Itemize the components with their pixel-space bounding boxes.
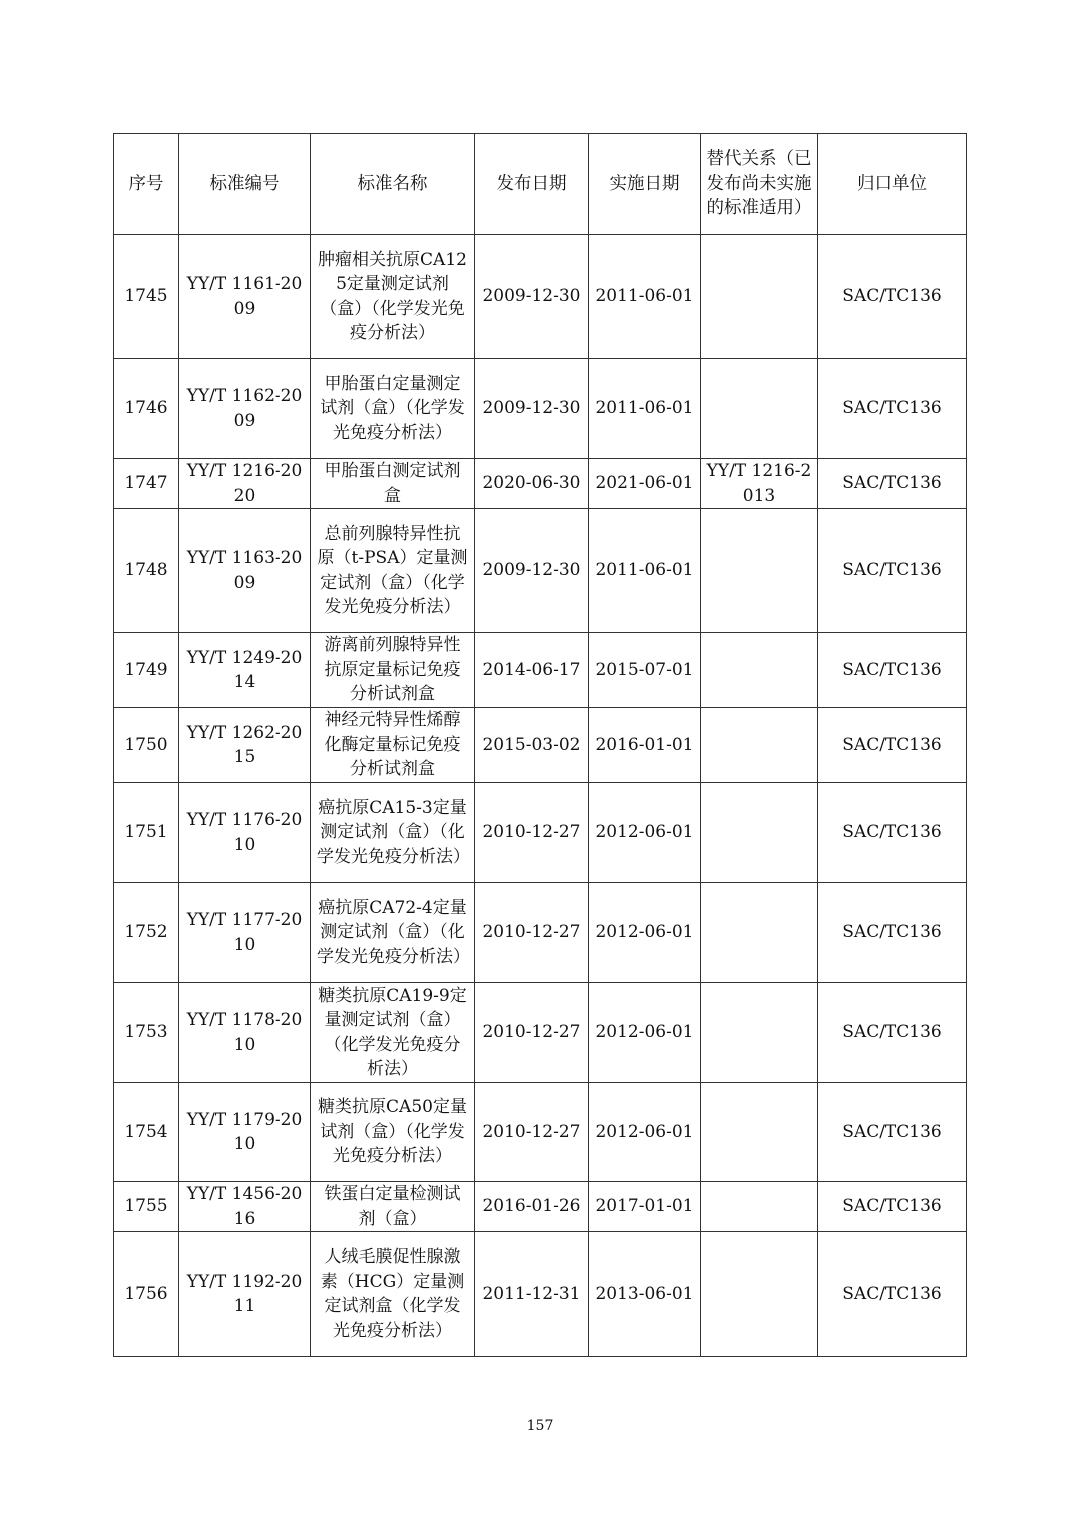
cell-implement-date: 2013-06-01 xyxy=(589,1232,701,1357)
cell-seq: 1750 xyxy=(114,708,179,783)
cell-seq: 1753 xyxy=(114,983,179,1083)
cell-code: YY/T 1162-2009 xyxy=(179,359,311,459)
cell-unit: SAC/TC136 xyxy=(818,708,967,783)
cell-publish-date: 2009-12-30 xyxy=(475,509,589,633)
table-row xyxy=(114,708,967,783)
cell-replace xyxy=(701,359,818,459)
cell-seq: 1749 xyxy=(114,633,179,708)
header-code: 标准编号 xyxy=(179,134,311,235)
cell-name: 神经元特异性烯醇化酶定量标记免疫分析试剂盒 xyxy=(311,708,475,783)
cell-implement-date: 2016-01-01 xyxy=(589,708,701,783)
header-publish-date: 发布日期 xyxy=(475,134,589,235)
cell-code: YY/T 1176-2010 xyxy=(179,783,311,883)
header-implement-date: 实施日期 xyxy=(589,134,701,235)
cell-seq: 1751 xyxy=(114,783,179,883)
cell-replace: YY/T 1216-2013 xyxy=(701,459,818,509)
cell-seq: 1746 xyxy=(114,359,179,459)
cell-name: 肿瘤相关抗原CA125定量测定试剂（盒）（化学发光免疫分析法） xyxy=(311,235,475,359)
cell-unit: SAC/TC136 xyxy=(818,459,967,509)
cell-seq: 1755 xyxy=(114,1182,179,1232)
cell-unit: SAC/TC136 xyxy=(818,1083,967,1182)
cell-publish-date: 2020-06-30 xyxy=(475,459,589,509)
cell-implement-date: 2021-06-01 xyxy=(589,459,701,509)
cell-code: YY/T 1177-2010 xyxy=(179,883,311,983)
header-seq: 序号 xyxy=(114,134,179,235)
table-row xyxy=(114,633,967,708)
cell-name: 游离前列腺特异性抗原定量标记免疫分析试剂盒 xyxy=(311,633,475,708)
cell-implement-date: 2012-06-01 xyxy=(589,783,701,883)
cell-seq: 1748 xyxy=(114,509,179,633)
cell-name: 癌抗原CA15-3定量测定试剂（盒）（化学发光免疫分析法） xyxy=(311,783,475,883)
table-row xyxy=(114,509,967,633)
cell-replace xyxy=(701,509,818,633)
cell-unit: SAC/TC136 xyxy=(818,1182,967,1232)
cell-replace xyxy=(701,708,818,783)
cell-unit: SAC/TC136 xyxy=(818,883,967,983)
cell-publish-date: 2014-06-17 xyxy=(475,633,589,708)
cell-replace xyxy=(701,1182,818,1232)
cell-seq: 1752 xyxy=(114,883,179,983)
cell-unit: SAC/TC136 xyxy=(818,509,967,633)
cell-unit: SAC/TC136 xyxy=(818,1232,967,1357)
cell-implement-date: 2012-06-01 xyxy=(589,883,701,983)
table-row xyxy=(114,1232,967,1357)
cell-unit: SAC/TC136 xyxy=(818,983,967,1083)
cell-name: 癌抗原CA72-4定量测定试剂（盒）（化学发光免疫分析法） xyxy=(311,883,475,983)
cell-code: YY/T 1262-2015 xyxy=(179,708,311,783)
cell-implement-date: 2011-06-01 xyxy=(589,509,701,633)
header-replace: 替代关系（已发布尚未实施的标准适用） xyxy=(701,134,818,235)
cell-name: 甲胎蛋白定量测定试剂（盒）（化学发光免疫分析法） xyxy=(311,359,475,459)
table-header xyxy=(114,134,967,235)
header-name: 标准名称 xyxy=(311,134,475,235)
cell-code: YY/T 1179-2010 xyxy=(179,1083,311,1182)
page-number: 157 xyxy=(526,1418,554,1434)
cell-publish-date: 2010-12-27 xyxy=(475,783,589,883)
cell-publish-date: 2010-12-27 xyxy=(475,1083,589,1182)
cell-publish-date: 2016-01-26 xyxy=(475,1182,589,1232)
cell-name: 甲胎蛋白测定试剂盒 xyxy=(311,459,475,509)
cell-publish-date: 2010-12-27 xyxy=(475,883,589,983)
cell-implement-date: 2011-06-01 xyxy=(589,359,701,459)
table-row xyxy=(114,783,967,883)
cell-seq: 1756 xyxy=(114,1232,179,1357)
cell-name: 铁蛋白定量检测试剂（盒） xyxy=(311,1182,475,1232)
cell-seq: 1754 xyxy=(114,1083,179,1182)
table-row xyxy=(114,459,967,509)
cell-code: YY/T 1163-2009 xyxy=(179,509,311,633)
cell-replace xyxy=(701,633,818,708)
cell-replace xyxy=(701,1232,818,1357)
cell-unit: SAC/TC136 xyxy=(818,359,967,459)
cell-implement-date: 2017-01-01 xyxy=(589,1182,701,1232)
standards-table xyxy=(113,133,967,1357)
cell-name: 人绒毛膜促性腺激素（HCG）定量测定试剂盒（化学发光免疫分析法） xyxy=(311,1232,475,1357)
cell-name: 糖类抗原CA19-9定量测定试剂（盒）（化学发光免疫分析法） xyxy=(311,983,475,1083)
cell-publish-date: 2010-12-27 xyxy=(475,983,589,1083)
cell-implement-date: 2011-06-01 xyxy=(589,235,701,359)
cell-unit: SAC/TC136 xyxy=(818,235,967,359)
cell-publish-date: 2015-03-02 xyxy=(475,708,589,783)
header-unit: 归口单位 xyxy=(818,134,967,235)
cell-unit: SAC/TC136 xyxy=(818,633,967,708)
cell-code: YY/T 1249-2014 xyxy=(179,633,311,708)
cell-name: 糖类抗原CA50定量试剂（盒）（化学发光免疫分析法） xyxy=(311,1083,475,1182)
cell-seq: 1747 xyxy=(114,459,179,509)
cell-seq: 1745 xyxy=(114,235,179,359)
table-row xyxy=(114,1083,967,1182)
table-body xyxy=(114,235,967,1357)
cell-code: YY/T 1216-2020 xyxy=(179,459,311,509)
cell-code: YY/T 1192-2011 xyxy=(179,1232,311,1357)
cell-replace xyxy=(701,983,818,1083)
cell-name: 总前列腺特异性抗原（t-PSA）定量测定试剂（盒）（化学发光免疫分析法） xyxy=(311,509,475,633)
table-row xyxy=(114,983,967,1083)
cell-replace xyxy=(701,1083,818,1182)
cell-implement-date: 2015-07-01 xyxy=(589,633,701,708)
cell-publish-date: 2009-12-30 xyxy=(475,359,589,459)
cell-code: YY/T 1178-2010 xyxy=(179,983,311,1083)
table-row xyxy=(114,883,967,983)
cell-publish-date: 2009-12-30 xyxy=(475,235,589,359)
cell-implement-date: 2012-06-01 xyxy=(589,1083,701,1182)
cell-replace xyxy=(701,883,818,983)
table-row xyxy=(114,1182,967,1232)
cell-implement-date: 2012-06-01 xyxy=(589,983,701,1083)
header-row xyxy=(114,134,967,235)
cell-code: YY/T 1456-2016 xyxy=(179,1182,311,1232)
cell-publish-date: 2011-12-31 xyxy=(475,1232,589,1357)
cell-replace xyxy=(701,783,818,883)
cell-code: YY/T 1161-2009 xyxy=(179,235,311,359)
table-row xyxy=(114,359,967,459)
cell-unit: SAC/TC136 xyxy=(818,783,967,883)
table-row xyxy=(114,235,967,359)
cell-replace xyxy=(701,235,818,359)
